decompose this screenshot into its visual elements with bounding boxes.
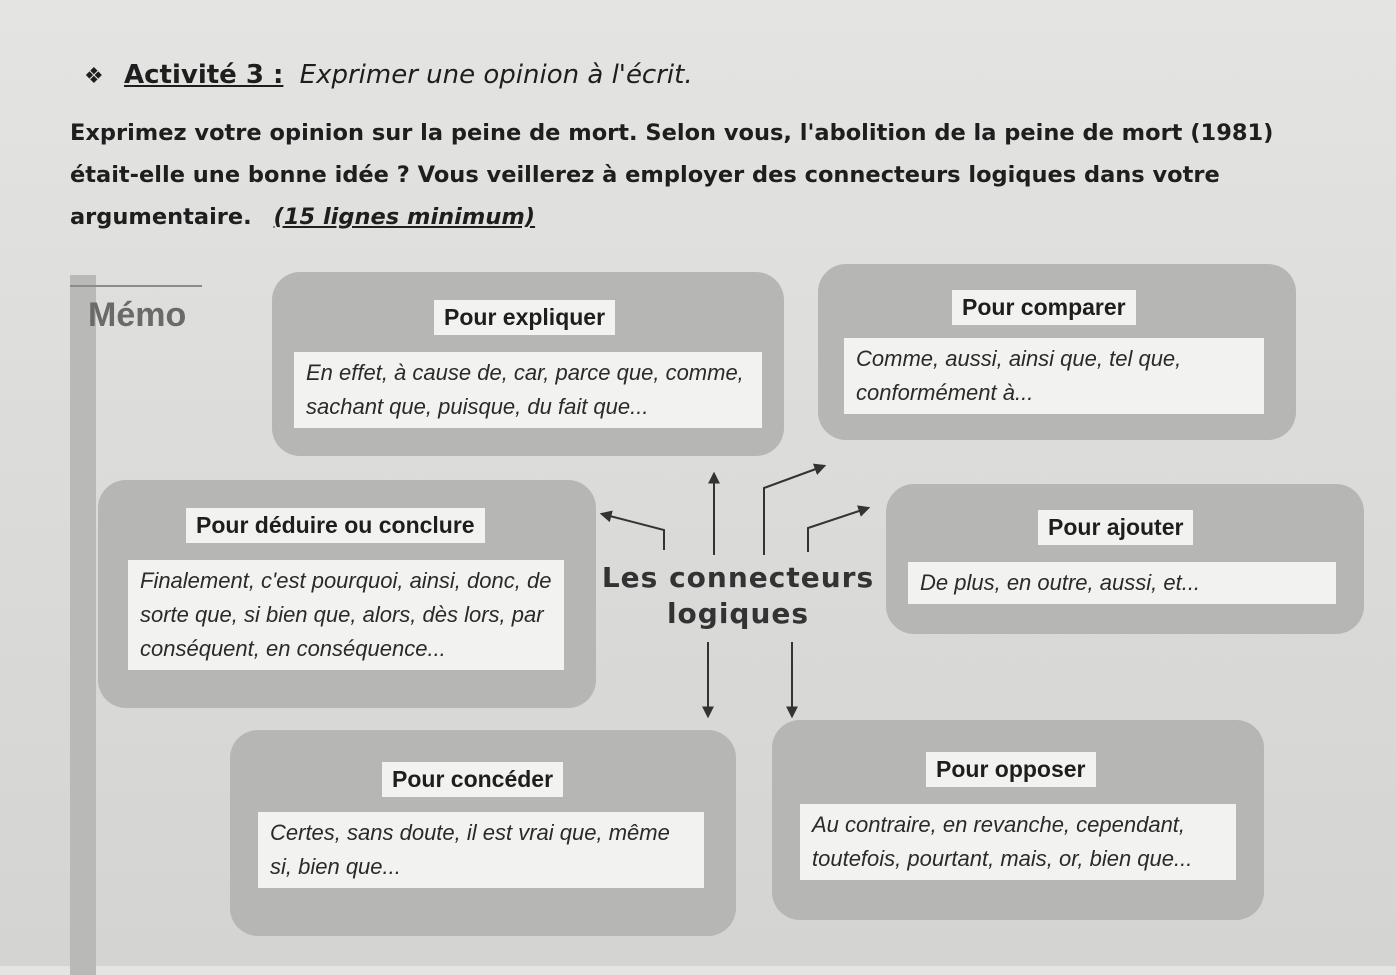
memo-title: Mémo (88, 296, 187, 334)
diamond-bullet-icon: ❖ (84, 64, 104, 89)
text-opposer: Au contraire, en revanche, cependant, toutefois, pourtant, mais, or, bien que... (800, 804, 1236, 880)
text-ajouter: De plus, en outre, aussi, et... (908, 562, 1336, 604)
activity-label: Activité 3 : (124, 60, 284, 90)
label-opposer: Pour opposer (926, 752, 1096, 787)
center-title-line2: logiques (666, 597, 810, 630)
label-conceder: Pour concéder (382, 762, 563, 797)
label-ajouter: Pour ajouter (1038, 510, 1193, 545)
label-comparer: Pour comparer (952, 290, 1136, 325)
text-conceder: Certes, sans doute, il est vrai que, même si, bien que... (258, 812, 704, 888)
arrow-to-deduire (602, 514, 664, 550)
center-title-line1: Les connecteurs (601, 561, 875, 594)
arrow-to-comparer (764, 466, 824, 555)
text-expliquer: En effet, à cause de, car, parce que, comme, sachant que, puisque, du fait que... (294, 352, 762, 428)
label-expliquer: Pour expliquer (434, 300, 615, 335)
arrow-to-ajouter (808, 508, 868, 552)
text-comparer: Comme, aussi, ainsi que, tel que, conformément à... (844, 338, 1264, 414)
activity-title: Exprimer une opinion à l'écrit. (299, 60, 693, 90)
instructions-text: Exprimez votre opinion sur la peine de mort. Selon vous, l'abolition de la peine de mort (1981) était-elle une bonne idée ? Vous veillerez à employer des connecteurs logiques dans votre argumentaire. (70, 120, 1274, 230)
label-deduire: Pour déduire ou conclure (186, 508, 485, 543)
text-deduire: Finalement, c'est pourquoi, ainsi, donc, de sorte que, si bien que, alors, dès lors, par conséquent, en conséquence... (128, 560, 564, 670)
instructions-note: (15 lignes minimum) (273, 204, 536, 230)
